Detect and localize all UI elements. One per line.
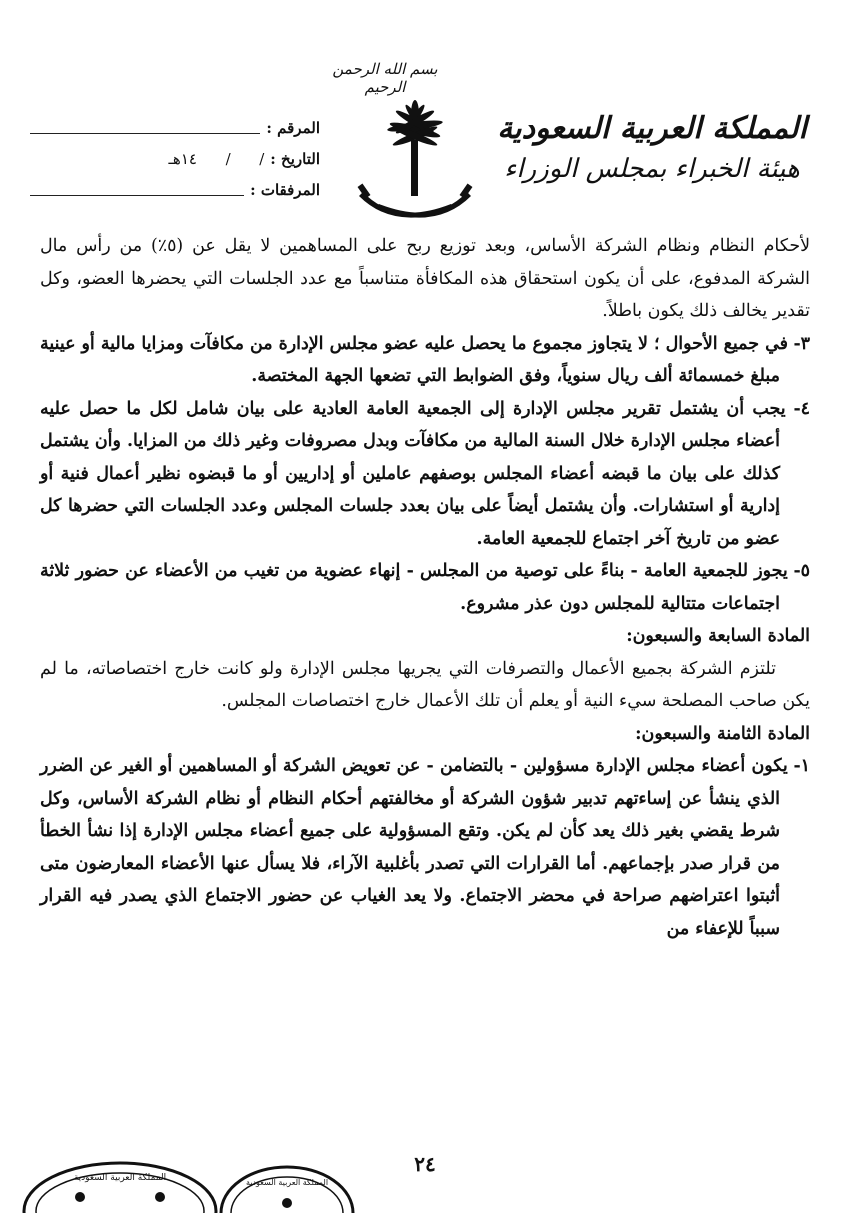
clause-5-text: يجوز للجمعية العامة - بناءً على توصية من المجلس - إنهاء عضوية من تغيب من الأعضاء عن حضور ثلاثة اجتماعات متتالية للمجلس دون عذر مشروع. [40,561,788,614]
ref-number-row [30,112,320,143]
article-78-clause-1-number: ١- [793,756,811,776]
attachments-row [30,174,320,205]
page-number: ٢٤ [414,1152,436,1176]
clause-3-number: ٣- [793,333,811,354]
seal-left-text: المملكة العربية السعودية [73,1173,167,1183]
date-label: التاريخ : [270,149,320,168]
article-78-heading: المادة الثامنة والسبعون: [635,723,810,744]
clause-3-text: في جميع الأحوال ؛ لا يتجاوز مجموع ما يحصل عليه عضو مجلس الإدارة من مكافآت ومزايا مالية أو عينية مبلغ خمسمائة ألف ريال سنوياً، وفق الضوابط التي تضعها الجهة المختصة. [40,333,788,386]
clause-4-text: يجب أن يشتمل تقرير مجلس الإدارة إلى الجمعية العامة العادية على بيان شامل لكل ما حصل عليه أعضاء مجلس الإدارة خلال السنة المالية من مكافآت وبدل مصروفات وغير ذلك من المزايا. وأن يشتمل كذلك على بيان ما قبضه أعضاء المجلس بوصفهم عاملين أو إداريين أو ما قبضوه نظير أعمال فنية أو إدارية أو استشارات. وأن يشتمل أيضاً على بيان بعدد جلسات المجلس وعدد الجلسات التي حضرها كل عضو من تاريخ آخر اجتماع للجمعية العامة. [40,398,786,549]
article-77-heading: المادة السابعة والسبعون: [626,626,810,646]
reference-block [30,112,320,205]
saudi-emblem-icon [355,100,475,228]
ref-number-label: المرقم : [266,118,320,137]
article-77-text: تلتزم الشركة بجميع الأعمال والتصرفات التي يجريها مجلس الإدارة ولو كانت خارج اختصاصاته، ما لم يكن صاحب المصلحة سيء النية أو يعلم أن تلك الأعمال خارج اختصاصات المجلس. [40,658,810,711]
attachments-blank [30,183,244,196]
date-value: / / ١٤هـ [168,149,265,168]
clause-4-number: ٤- [793,398,810,419]
document-body [40,230,810,1150]
basmala: بسم الله الرحمن الرحيم [332,60,438,96]
date-row [30,143,320,174]
org-name-line1: المملكة العربية السعودية [497,111,807,146]
clause-3 [40,328,810,393]
clause-4 [40,393,810,556]
attachments-label: المرفقات : [250,180,320,199]
official-seal-left [20,1153,220,1213]
article-78-clause-1 [40,750,810,945]
organization-header [482,108,822,188]
ref-number-blank [30,121,260,134]
official-seal-middle [217,1155,357,1213]
clause-5-number: ٥- [793,561,810,581]
seal-mid-text: المملكة العربية السعودية [245,1178,329,1187]
intro-paragraph: لأحكام النظام ونظام الشركة الأساس، وبعد توزيع ربح على المساهمين لا يقل عن (٥٪) من رأس مال الشركة المدفوع، على أن يكون استحقاق هذه المكافأة متناسباً مع عدد الجلسات التي يحضرها العضو، وكل تقدير يخالف ذلك يكون باطلاً. [40,236,810,321]
clause-5 [40,555,810,620]
article-78-clause-1-text: يكون أعضاء مجلس الإدارة مسؤولين - بالتضامن - عن تعويض الشركة أو المساهمين أو الغير عن الضرر الذي ينشأ عن إساءتهم تدبير شؤون الشركة أو مخالفتهم أحكام النظام أو نظام الشركة الأساس، وكل شرط يقضي بغير ذلك يعد كأن لم يكن. وتقع المسؤولية على جميع أعضاء مجلس الإدارة إذا نشأ الخطأ من قرار صدر بإجماعهم. أما القرارات التي تصدر بأغلبية الآراء، فلا يسأل عنها الأعضاء المعارضون متى أثبتوا اعتراضهم صراحة في محضر الاجتماع. ولا يعد الغياب عن حضور الاجتماع الذي يصدر فيه القرار سبباً للإعفاء من [40,756,788,939]
org-name-line2: هيئة الخبراء بمجلس الوزراء [504,154,800,184]
